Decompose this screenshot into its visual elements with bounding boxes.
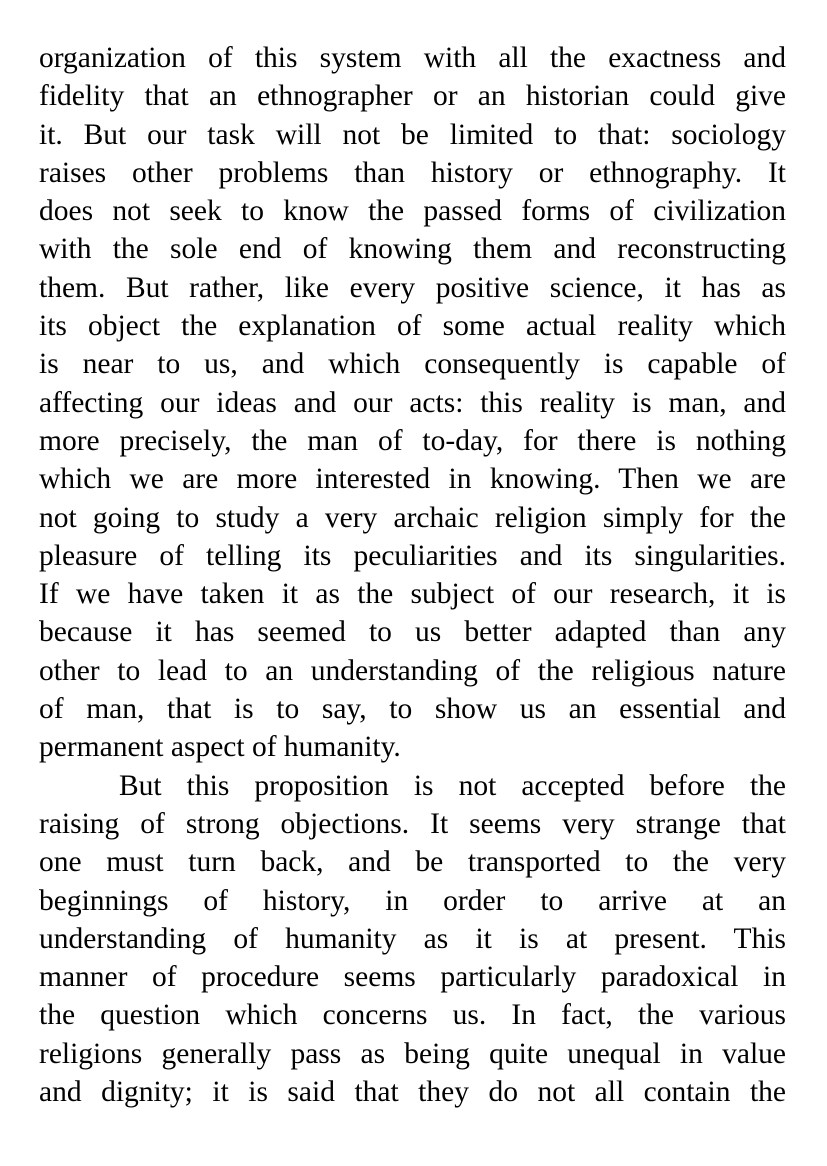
- text-line: them. But rather, like every positive science, it has as: [39, 271, 786, 304]
- text-line: not going to study a very archaic religion simply for the: [39, 501, 786, 534]
- text-line: fidelity that an ethnographer or an historian could give: [39, 80, 786, 113]
- text-line: the question which concerns us. In fact, the various: [39, 999, 786, 1032]
- text-line: religions generally pass as being quite unequal in value: [39, 1037, 786, 1070]
- text-line: raises other problems than history or ethnography. It: [39, 156, 786, 189]
- text-line: more precisely, the man of to-day, for there is nothing: [39, 424, 786, 457]
- text-line: organization of this system with all the exactness and: [39, 42, 786, 74]
- text-line: permanent aspect of humanity.: [39, 731, 401, 764]
- text-line: But this proposition is not accepted before the: [119, 769, 786, 802]
- paragraph-2: [39, 767, 786, 1112]
- text-line: of man, that is to say, to show us an essential and: [39, 693, 786, 726]
- text-line: does not seek to know the passed forms of civilization: [39, 195, 786, 228]
- text-line: with the sole end of knowing them and reconstructing: [39, 233, 786, 266]
- text-line: which we are more interested in knowing. Then we are: [39, 463, 786, 496]
- text-line: one must turn back, and be transported to the very: [39, 846, 786, 879]
- paragraph-1: [39, 39, 786, 767]
- text-line: it. But our task will not be limited to that: sociology: [39, 118, 786, 151]
- text-line: If we have taken it as the subject of our research, it is: [39, 578, 786, 611]
- text-line: its object the explanation of some actual reality which: [39, 310, 786, 343]
- text-line: and dignity; it is said that they do not all contain the: [39, 1076, 786, 1109]
- text-line: manner of procedure seems particularly paradoxical in: [39, 961, 786, 994]
- text-line: is near to us, and which consequently is capable of: [39, 348, 786, 381]
- text-line: affecting our ideas and our acts: this reality is man, and: [39, 386, 786, 419]
- text-line: pleasure of telling its peculiarities and its singularities.: [39, 539, 786, 572]
- text-line: beginnings of history, in order to arrive at an: [39, 884, 786, 917]
- text-line: other to lead to an understanding of the religious nature: [39, 654, 786, 687]
- text-line: because it has seemed to us better adapted than any: [39, 616, 786, 649]
- text-line: raising of strong objections. It seems very strange that: [39, 807, 786, 840]
- text-line: understanding of humanity as it is at present. This: [39, 922, 786, 955]
- document-page: [39, 39, 786, 1111]
